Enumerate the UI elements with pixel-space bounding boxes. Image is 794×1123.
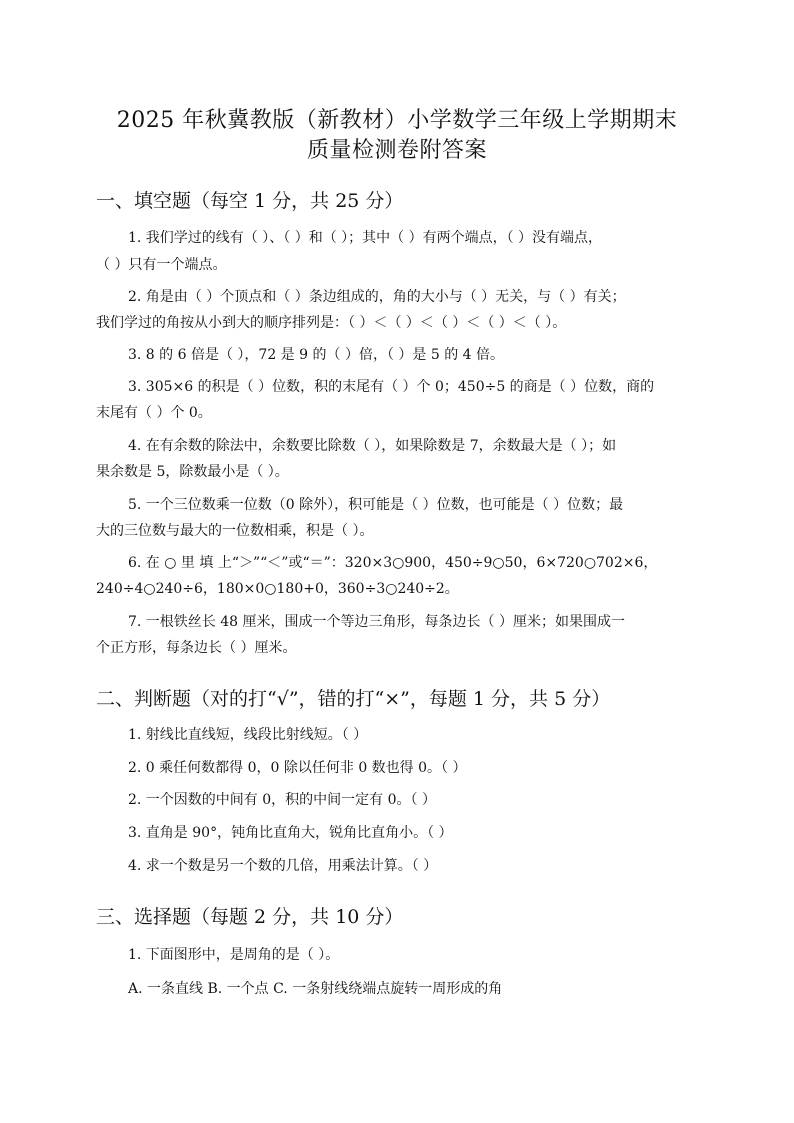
question-line: （ ）只有一个端点。	[96, 257, 227, 273]
question-line: 果余数是 5，除数最小是（ ）。	[96, 464, 289, 480]
question-line: 末尾有（ ）个 0。	[96, 405, 212, 421]
question-line: 我们学过的角按从小到大的顺序排列是：（ ）＜（ ）＜（ ）＜（ ）＜（ ）。	[96, 315, 567, 331]
question-line: 3. 305×6 的积是（ ）位数，积的末尾有（ ）个 0；450÷5 的商是（ ）位数，商的	[128, 379, 655, 395]
question-line: 240÷4○240÷6，180×0○180+0，360÷3○240÷2。	[96, 581, 459, 597]
question-line: 4. 在有余数的除法中，余数要比除数（ ），如果除数是 7，余数最大是（ ）；如	[128, 438, 617, 454]
section-heading-true-false: 二、判断题（对的打“√”，错的打“×”，每题 1 分，共 5 分）	[96, 688, 611, 710]
question-line: 3. 直角是 90°，钝角比直角大，锐角比直角小。（ ）	[128, 825, 453, 841]
question-line: 大的三位数与最大的一位数相乘，积是（ ）。	[96, 523, 374, 539]
question-line: 5. 一个三位数乘一位数（0 除外），积可能是（ ）位数，也可能是（ ）位数；最	[128, 497, 624, 513]
question-line: 1. 射线比直线短，线段比射线短。（ ）	[128, 727, 368, 743]
document-title-line-1: 2025 年秋冀教版（新教材）小学数学三年级上学期期末	[116, 108, 678, 133]
section-heading-fill-in: 一、填空题（每空 1 分，共 25 分）	[96, 190, 404, 212]
question-line: 2. 一个因数的中间有 0，积的中间一定有 0。（ ）	[128, 792, 436, 808]
question-line: 1. 我们学过的线有（ ）、（ ）和（ ）；其中（ ）有两个端点，（ ）没有端点，	[128, 230, 603, 246]
question-line: 2. 0 乘任何数都得 0，0 除以任何非 0 数也得 0。（ ）	[128, 760, 467, 776]
question-line: 7. 一根铁丝长 48 厘米，围成一个等边三角形，每条边长（ ）厘米；如果围成一	[128, 614, 625, 630]
question-line: 4. 求一个数是另一个数的几倍，用乘法计算。（ ）	[128, 858, 438, 874]
question-line: 1. 下面图形中，是周角的是（ ）。	[128, 947, 340, 963]
document-title-line-2: 质量检测卷附答案	[306, 138, 487, 163]
question-line: 3. 8 的 6 倍是（ ），72 是 9 的（ ）倍，（ ）是 5 的 4 倍。	[128, 347, 505, 363]
question-options: A. 一条直线 B. 一个点 C. 一条射线绕端点旋转一周形成的角	[128, 981, 503, 997]
section-heading-multiple-choice: 三、选择题（每题 2 分，共 10 分）	[96, 906, 404, 928]
question-line: 2. 角是由（ ）个顶点和（ ）条边组成的，角的大小与（ ）无关，与（ ）有关；	[128, 289, 626, 305]
question-line: 个正方形，每条边长（ ）厘米。	[96, 640, 297, 656]
question-line: 6. 在 ○ 里 填 上“＞”“＜”或“＝”：320×3○900，450÷9○50，6×720○702×6，	[128, 555, 658, 571]
